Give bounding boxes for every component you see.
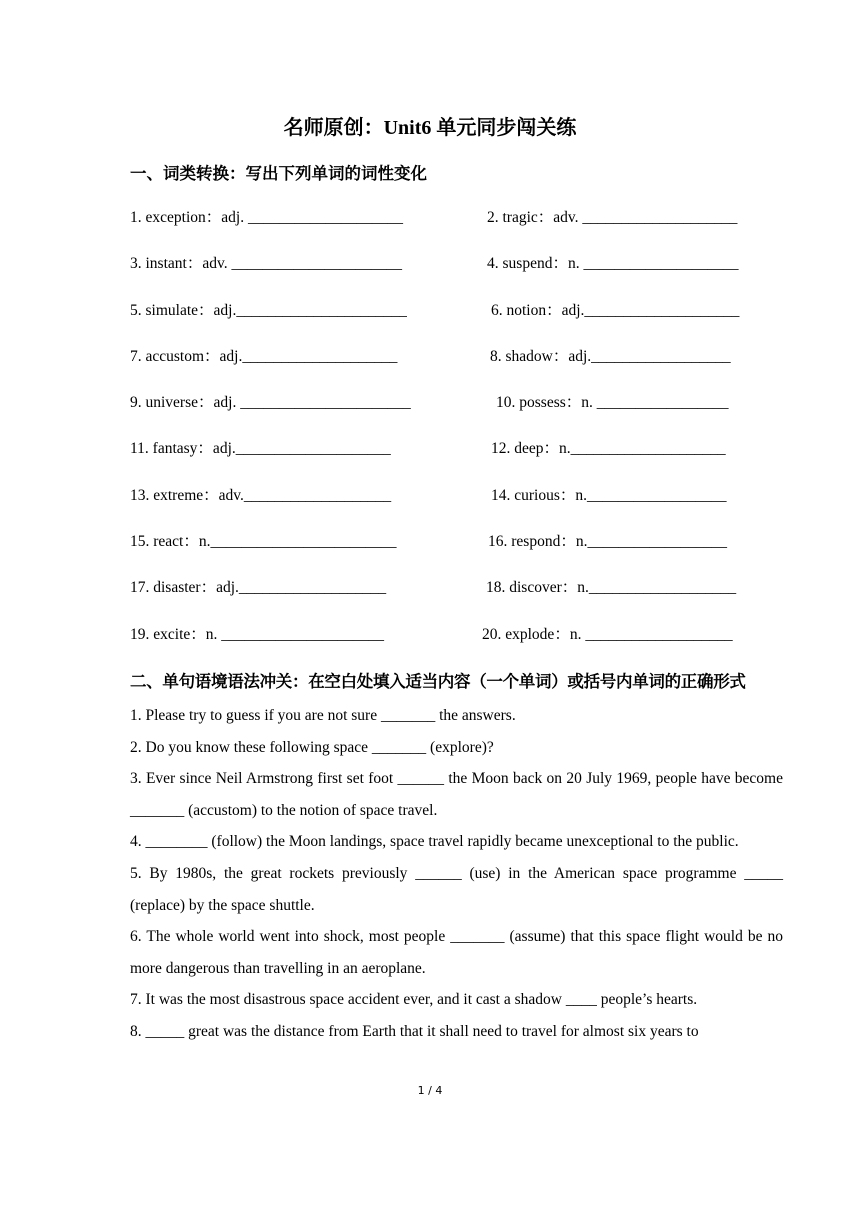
word-item: 5. simulate：adj.______________________: [130, 301, 407, 319]
word-item: 16. respond：n.__________________: [488, 533, 727, 551]
exercise-item: 6. The whole world went into shock, most people _______ (assume) that this space flight would be no more dangerous than travelling in an aeroplane.: [130, 928, 783, 977]
word-forms-row: [130, 483, 790, 529]
exercise-item: 1. Please try to guess if you are not sure _______ the answers.: [130, 707, 516, 724]
word-item: 9. universe：adj. ______________________: [130, 394, 411, 412]
word-item: 11. fantasy：adj.____________________: [130, 440, 391, 458]
word-item: 15. react：n.________________________: [130, 533, 397, 551]
word-forms-row: [130, 390, 790, 436]
word-item: 6. notion：adj.____________________: [491, 301, 740, 319]
word-item: 3. instant：adv. ______________________: [130, 255, 402, 273]
word-item: 20. explode：n. ___________________: [482, 625, 733, 643]
word-item: 14. curious：n.__________________: [491, 486, 727, 504]
page-number: 1 / 4: [417, 1084, 443, 1097]
word-item: 8. shadow：adj.__________________: [490, 347, 731, 365]
word-forms-row: [130, 298, 790, 344]
exercise-item: 3. Ever since Neil Armstrong first set foot ______ the Moon back on 20 July 1969, people have become _______ (accustom) to the notion of space travel.: [130, 770, 783, 819]
word-item: 2. tragic：adv. ____________________: [487, 209, 738, 226]
word-forms-row: [130, 344, 790, 390]
word-item: 12. deep：n.____________________: [491, 440, 726, 458]
word-item: 1. exception：adj. ____________________: [130, 209, 403, 226]
word-forms-row: [130, 205, 790, 251]
word-forms-row: [130, 436, 790, 482]
word-item: 7. accustom：adj.____________________: [130, 347, 398, 365]
section-heading-word-forms: 一、词类转换：写出下列单词的词性变化: [130, 164, 427, 183]
word-item: 13. extreme：adv.___________________: [130, 486, 392, 504]
word-item: 19. excite：n. _____________________: [130, 625, 385, 643]
word-item: 4. suspend：n. ____________________: [487, 255, 739, 273]
exercise-item: 4. ________ (follow) the Moon landings, space travel rapidly became unexceptional to the public.: [130, 833, 739, 851]
exercise-item: 2. Do you know these following space _______ (explore)?: [130, 738, 494, 756]
word-forms-row: [130, 622, 790, 668]
word-item: 18. discover：n.___________________: [486, 579, 737, 597]
exercise-item: 8. _____ great was the distance from Earth that it shall need to travel for almost six years to: [130, 1022, 699, 1040]
word-item: 10. possess：n. _________________: [496, 394, 729, 412]
page-title: 名师原创：Unit6 单元同步闯关练: [283, 117, 577, 139]
grammar-exercises: [130, 700, 783, 1048]
word-forms-grid: [130, 205, 790, 668]
exercise-item: 7. It was the most disastrous space accident ever, and it cast a shadow ____ people’s hearts.: [130, 991, 698, 1009]
word-forms-row: [130, 529, 790, 575]
exercise-item: 5. By 1980s, the great rockets previously ______ (use) in the American space programme _____ (replace) by the space shuttle.: [130, 864, 783, 914]
word-item: 17. disaster：adj.___________________: [130, 579, 387, 597]
word-forms-row: [130, 575, 790, 621]
section-heading-grammar: 二、单句语境语法冲关：在空白处填入适当内容（一个单词）或括号内单词的正确形式: [130, 672, 746, 691]
word-forms-row: [130, 251, 790, 297]
